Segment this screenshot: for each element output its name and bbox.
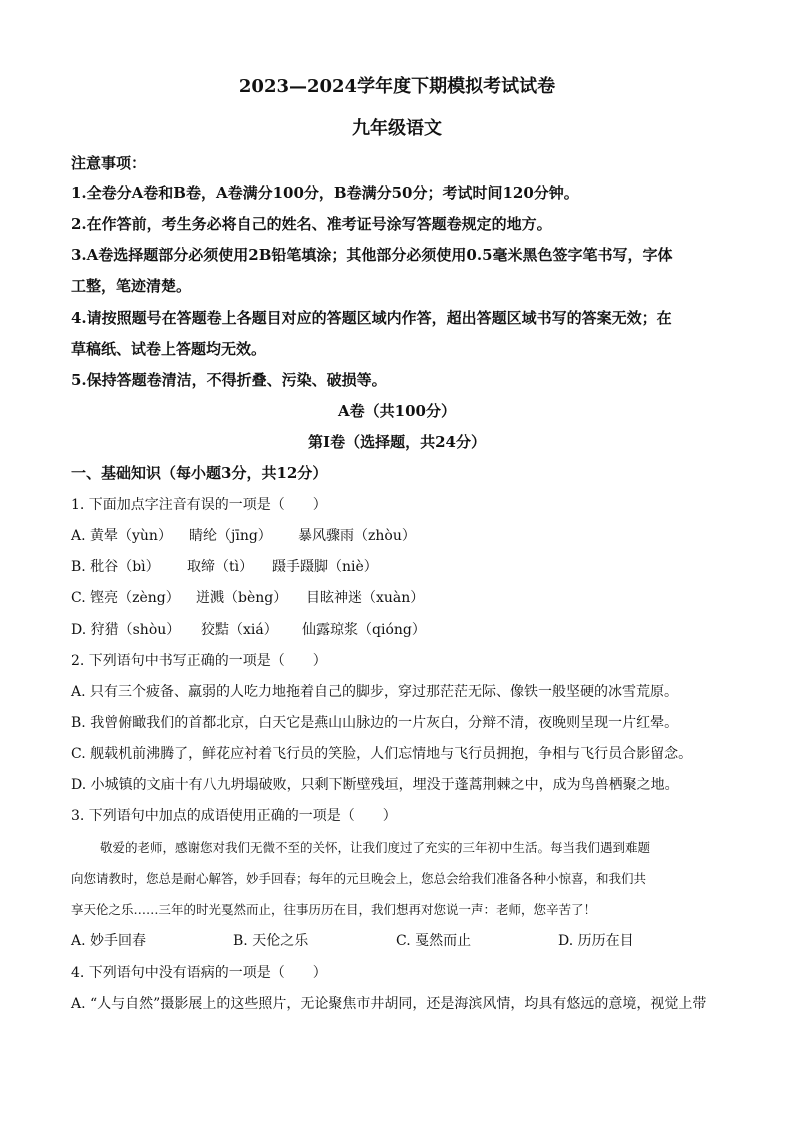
option-item: B. 秕谷（bì） — [71, 559, 160, 575]
option-item: D. 狩猎（shòu） — [71, 622, 181, 638]
question-2-option-b: B. 我曾俯瞰我们的首都北京，白天它是燕山山脉边的一片灰白，分辩不清，夜晚则呈现一片红晕。 — [71, 715, 679, 731]
option-item: C. 铿亮（zèng） — [71, 590, 180, 606]
option-item: 狡黠（xiá） — [201, 622, 278, 638]
question-4-option-a: A. “人与自然”摄影展上的这些照片，无论聚焦市井胡同，还是海滨风情，均具有悠远的意境，视觉上带 — [71, 996, 707, 1012]
question-3-passage-line: 敬爱的老师，感谢您对我们无微不至的关怀，让我们度过了充实的三年初中生活。每当我们遇到难题 — [100, 840, 651, 855]
basic-knowledge-heading: 一、基础知识（每小题3分，共12分） — [71, 464, 328, 482]
note-item: 4.请按照题号在答题卷上各题目对应的答题区域内作答，超出答题区域书写的答案无效；在 — [71, 309, 672, 327]
exam-subtitle: 九年级语文 — [352, 118, 442, 139]
notes-heading: 注意事项： — [71, 154, 147, 172]
question-3-passage-line: 向您请教时，您总是耐心解答，妙手回春；每年的元旦晚会上，您总会给我们准备各种小惊喜，和我们共 — [71, 871, 647, 886]
note-item: 5.保持答题卷清洁，不得折叠、污染、破损等。 — [71, 371, 387, 389]
question-3-passage-line: 享天伦之乐……三年的时光戛然而止，往事历历在目，我们想再对您说一声：老师，您辛苦了！ — [71, 902, 597, 917]
note-item: 1.全卷分A卷和B卷，A卷满分100分，B卷满分50分；考试时间120分钟。 — [71, 184, 579, 202]
part1-heading: 第Ⅰ卷（选择题，共24分） — [308, 433, 486, 451]
option-item: 暴风骤雨（zhòu） — [298, 528, 416, 544]
option-item: 睛纶（jīng） — [189, 528, 272, 544]
option-item: 迸溅（bèng） — [196, 590, 288, 606]
option-item: A. 黄晕（yùn） — [71, 528, 172, 544]
option-item: 目眩神迷（xuàn） — [306, 590, 425, 606]
option-item: 蹑手蹑脚（niè） — [272, 559, 378, 575]
option-item: A. 妙手回春 — [71, 933, 147, 949]
note-item: 草稿纸、试卷上答题均无效。 — [71, 340, 267, 358]
question-2-option-d: D. 小城镇的文庙十有八九坍塌破败，只剩下断壁残垣，埋没于蓬蒿荆棘之中，成为鸟兽栖聚之地。 — [71, 777, 679, 793]
note-item: 2.在作答前，考生务必将自己的姓名、准考证号涂写答题卷规定的地方。 — [71, 215, 552, 233]
question-4-stem: 4. 下列语句中没有语病的一项是（ ） — [71, 965, 327, 981]
option-item: D. 历历在目 — [558, 933, 634, 949]
option-item: C. 戛然而止 — [396, 933, 472, 949]
note-item: 3.A卷选择题部分必须使用2B铅笔填涂；其他部分必须使用0.5毫米黑色签字笔书写，字体 — [71, 246, 673, 264]
question-1-stem: 1. 下面加点字注音有误的一项是（ ） — [71, 497, 327, 513]
question-3-stem: 3. 下列语句中加点的成语使用正确的一项是（ ） — [71, 808, 397, 824]
question-2-stem: 2. 下列语句中书写正确的一项是（ ） — [71, 653, 327, 669]
a-volume-heading: A卷（共100分） — [338, 402, 456, 420]
option-item: 仙露琼浆（qióng） — [302, 622, 426, 638]
option-item: 取缔（tì） — [187, 559, 254, 575]
question-2-option-a: A. 只有三个疲备、羸弱的人吃力地拖着自己的脚步，穿过那茫茫无际、像铁一般坚硬的冰雪荒原。 — [71, 684, 679, 700]
exam-title: 2023—2024学年度下期模拟考试试卷 — [238, 76, 556, 97]
option-item: B. 天伦之乐 — [233, 933, 309, 949]
note-item: 工整，笔迹清楚。 — [71, 277, 192, 295]
question-2-option-c: C. 舰载机前沸腾了，鲜花应衬着飞行员的笑脸，人们忘情地与飞行员拥抱，争相与飞行员合影留念。 — [71, 746, 693, 762]
